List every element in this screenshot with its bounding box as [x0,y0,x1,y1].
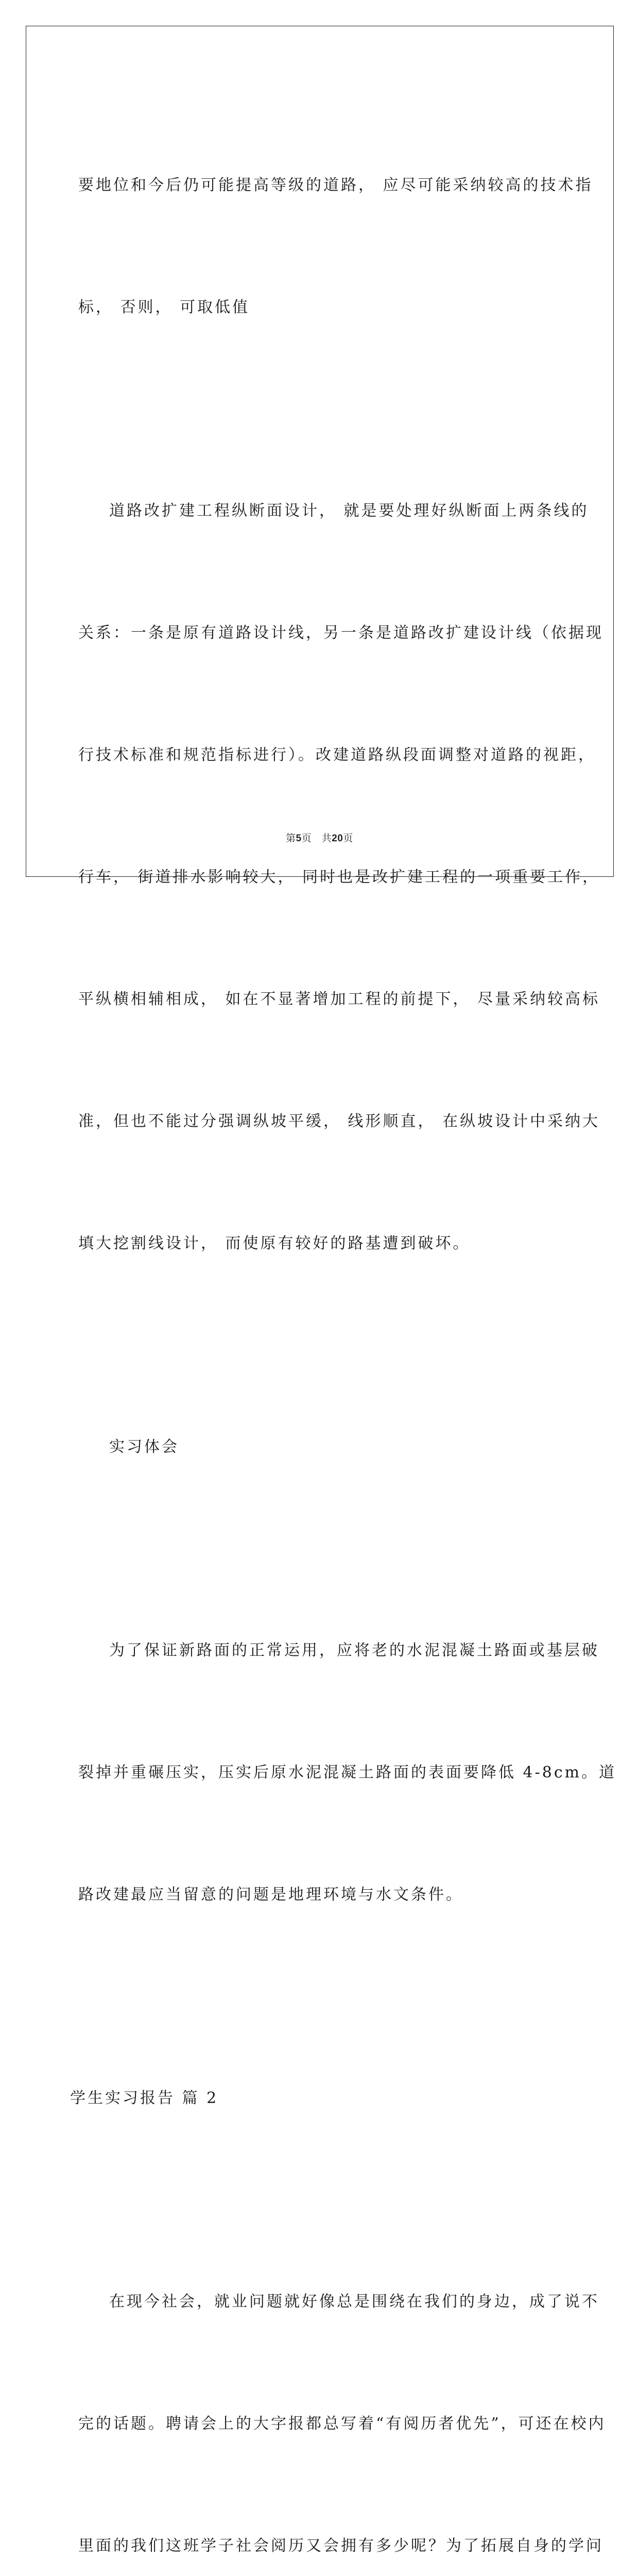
page-prefix: 第 [286,833,296,844]
page-mid: 页 共 [301,833,332,844]
text-line: 在现今社会，就业问题就好像总是围绕在我们的身边，成了说不 [109,2293,599,2311]
paragraph-pavement [78,1549,617,1996]
text-line: 准，但也不能过分强调纵坡平缓， 线形顺直， 在纵坡设计中采纳大 [78,1112,600,1130]
page-total: 20 [332,833,343,844]
paragraph-continued [78,83,593,409]
text-line: 学生实习报告 篇 2 [70,2089,219,2107]
text-line: 标， 否则， 可取低值 [78,298,250,316]
text-line: 行技术标准和规范指标进行）。改建道路纵段面调整对道路的视距， [78,746,596,764]
text-line: 裂掉并重碾压实，压实后原水泥混凝土路面的表面要降低 4-8cm。道 [78,1764,617,1782]
text-line: 填大挖割线设计， 而使原有较好的路基遭到破坏。 [78,1234,471,1252]
text-line: 要地位和今后仍可能提高等级的道路， 应尽可能采纳较高的技术指 [78,176,593,194]
page-suffix: 页 [343,833,353,844]
text-line: 路改建最应当留意的问题是地理环境与水文条件。 [78,1886,463,1904]
section-heading-report-2 [70,1996,562,2200]
text-line: 平纵横相辅相成， 如在不显著增加工程的前提下， 尽量采纳较高标 [78,990,600,1008]
text-line: 道路改扩建工程纵断面设计， 就是要处理好纵断面上两条线的 [109,502,589,520]
text-line: 实习体会 [109,1438,179,1456]
paragraph-profile-design [78,409,603,1345]
paragraph-employment [78,2200,606,2576]
page-footer [0,831,639,844]
text-line: 关系：一条是原有道路设计线，另一条是道路改扩建设计线（依据现 [78,624,603,642]
document-body [70,83,617,2576]
text-line: 里面的我们这班学子社会阅历又会拥有多少呢？为了拓展自身的学问 [78,2537,603,2555]
page-current: 5 [296,833,302,844]
text-line: 行车， 街道排水影响较大， 同时也是改扩建工程的一项重要工作， [78,868,600,886]
text-line: 为了保证新路面的正常运用，应将老的水泥混凝土路面或基层破 [109,1641,599,1659]
section-heading-internship-experience [78,1345,562,1549]
text-line: 完的话题。聘请会上的大字报都总写着“有阅历者优先”，可还在校内 [78,2415,606,2433]
